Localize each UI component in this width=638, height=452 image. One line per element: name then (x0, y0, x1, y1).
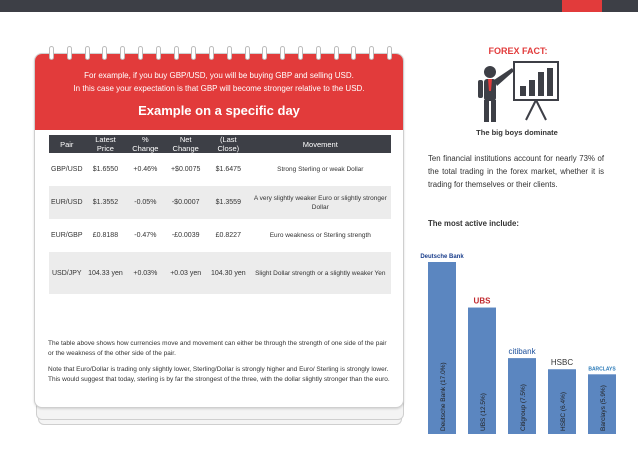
binder-ring (387, 46, 392, 60)
col-net-change: Net Change (164, 135, 207, 153)
bank-logo: citibank (508, 347, 536, 357)
binder-rings (41, 46, 399, 60)
cell-pct: +0.03% (126, 252, 164, 294)
bar-label: HSBC (6.4%) (560, 391, 567, 431)
cell-close: 104.30 yen (207, 252, 250, 294)
footnote-1: The table above shows how currencies move and movement can either be through the strength of one side of the pair or the weakness of the other side of the pair. (48, 340, 387, 357)
presenter-illustration (474, 58, 564, 124)
cell-net: +0.03 yen (164, 252, 207, 294)
cell-movement: A very slightly weaker Euro or slightly stronger Dollar (250, 186, 391, 219)
binder-ring (245, 46, 250, 60)
forex-fact-title: FOREX FACT: (488, 46, 548, 56)
cell-pair: USD/JPY (49, 252, 85, 294)
price-table (49, 135, 391, 294)
binder-ring (120, 46, 125, 60)
cell-net: +$0.0075 (164, 153, 207, 186)
binder-ring (85, 46, 90, 60)
intro-line-1: For example, if you buy GBP/USD, you will be buying GBP and selling USD. (84, 71, 354, 80)
binder-ring (298, 46, 303, 60)
binder-ring (316, 46, 321, 60)
binder-ring (138, 46, 143, 60)
binder-ring (102, 46, 107, 60)
fact-subtitle: The big boys dominate (476, 128, 558, 137)
bar-label: Citigroup (7.5%) (520, 384, 527, 431)
cell-pct: -0.47% (126, 219, 164, 252)
col-pct-change: % Change (126, 135, 164, 153)
binder-ring (191, 46, 196, 60)
presenter-figure (478, 66, 514, 122)
binder-ring (227, 46, 232, 60)
bar-label: Deutsche Bank (17.0%) (440, 362, 447, 431)
binder-ring (67, 46, 72, 60)
cell-pair: EUR/GBP (49, 219, 85, 252)
bank-logo: BARCLAYS (588, 366, 616, 373)
bank-logo: UBS (473, 296, 491, 306)
top-bar (0, 0, 638, 12)
cell-latest: £0.8188 (85, 219, 127, 252)
cell-close: $1.6475 (207, 153, 250, 186)
cell-net: -$0.0007 (164, 186, 207, 219)
presentation-board (514, 62, 558, 120)
cell-latest: $1.6550 (85, 153, 127, 186)
col-latest-price: Latest Price (85, 135, 127, 153)
col-pair: Pair (49, 135, 85, 153)
col-movement: Movement (250, 135, 391, 153)
binder-ring (369, 46, 374, 60)
cell-movement: Slight Dollar strength or a slightly weaker Yen (250, 252, 391, 294)
cell-pct: -0.05% (126, 186, 164, 219)
bar-label: UBS (12.5%) (480, 393, 487, 431)
intro-line-2: In this case your expectation is that GBP will become stronger relative to the USD. (73, 84, 365, 93)
cell-close: $1.3559 (207, 186, 250, 219)
card-header (35, 54, 403, 130)
cell-latest: 104.33 yen (85, 252, 127, 294)
binder-ring (174, 46, 179, 60)
fact-body: Ten financial institutions account for nearly 73% of the total trading in the forex market, whether it is trading for themselves or their clients. (428, 154, 604, 189)
table-row (49, 252, 391, 294)
binder-ring (351, 46, 356, 60)
card-title: Example on a specific day (138, 103, 300, 118)
binder-ring (280, 46, 285, 60)
most-active-heading: The most active include: (428, 219, 519, 228)
cell-movement: Euro weakness or Sterling strength (250, 219, 391, 252)
table-row (49, 153, 391, 186)
binder-ring (156, 46, 161, 60)
binder-ring (262, 46, 267, 60)
binder-ring (209, 46, 214, 60)
table-header-row (49, 135, 391, 153)
table-row (49, 186, 391, 219)
cell-net: -£0.0039 (164, 219, 207, 252)
bank-logo: HSBC (550, 358, 574, 368)
cell-pair: EUR/USD (49, 186, 85, 219)
bank-logo: Deutsche Bank (420, 254, 464, 260)
table-row (49, 219, 391, 252)
col-last-close: (Last Close) (207, 135, 250, 153)
top-bar-accent (562, 0, 602, 12)
cell-latest: $1.3552 (85, 186, 127, 219)
binder-ring (49, 46, 54, 60)
cell-movement: Strong Sterling or weak Dollar (250, 153, 391, 186)
cell-pct: +0.46% (126, 153, 164, 186)
footnote-2: Note that Euro/Dollar is trading only slightly lower, Sterling/Dollar is strongly higher and Euro/ Sterling is strongly lower. This would suggest that today, sterling is by far the strongest of the three, with the dollar slightly stronger than the euro. (48, 366, 390, 383)
example-card (34, 53, 404, 408)
cell-pair: GBP/USD (49, 153, 85, 186)
cell-close: £0.8227 (207, 219, 250, 252)
bar-label: Barclays (5.9%) (600, 385, 607, 431)
binder-ring (334, 46, 339, 60)
bank-share-chart (418, 238, 618, 442)
